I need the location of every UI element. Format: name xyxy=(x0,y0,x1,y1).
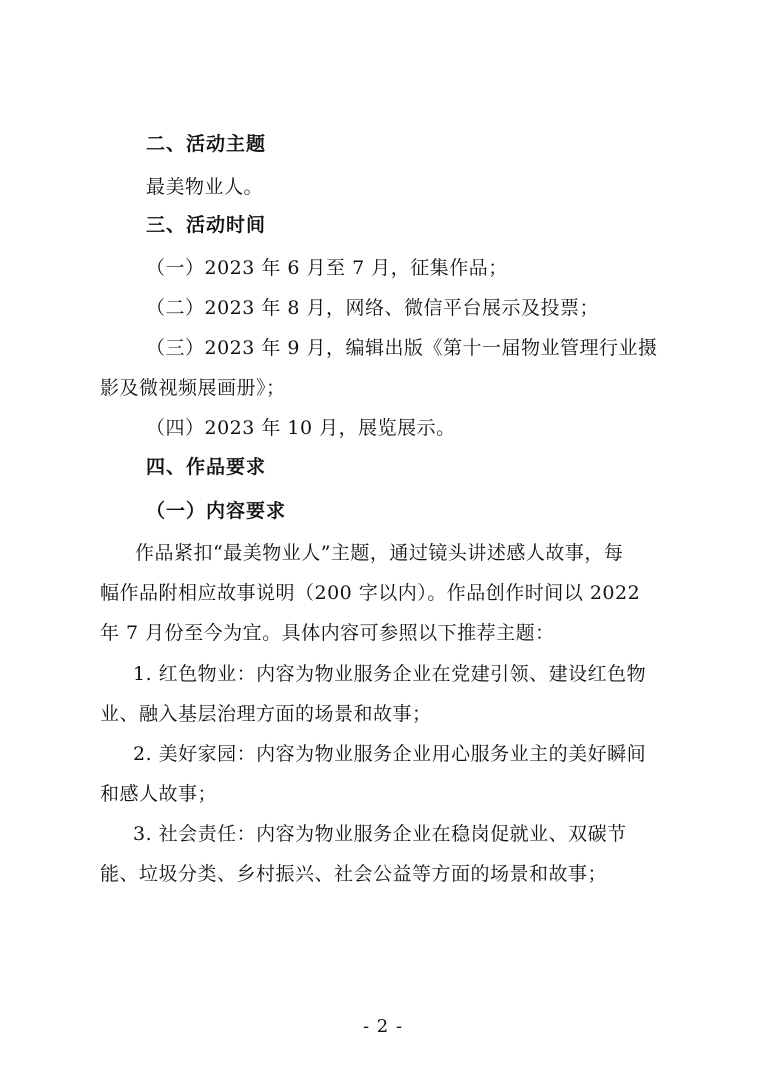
body-line: （三）2023 年 9 月，编辑出版《第十一届物业管理行业摄 xyxy=(146,337,658,359)
subsection-heading-content-requirements: （一）内容要求 xyxy=(146,500,287,522)
body-line: 和感人故事； xyxy=(100,783,218,805)
body-line: 能、垃圾分类、乡村振兴、社会公益等方面的场景和故事； xyxy=(100,863,608,885)
body-line: 业、融入基层治理方面的场景和故事； xyxy=(100,703,432,725)
body-line: （二）2023 年 8 月，网络、微信平台展示及投票； xyxy=(146,297,600,319)
body-line: （四）2023 年 10 月，展览展示。 xyxy=(146,417,456,439)
body-line: 年 7 月份至今为宜。具体内容可参照以下推荐主题： xyxy=(100,622,555,644)
list-item-red-property: 1. 红色物业：内容为物业服务企业在党建引领、建设红色物 xyxy=(133,663,647,685)
body-line: 作品紧扣“最美物业人”主题，通过镜头讲述感人故事，每 xyxy=(135,542,624,564)
body-line: 影及微视频展画册》； xyxy=(100,377,286,399)
page-number: - 2 - xyxy=(362,1016,404,1037)
body-line: 最美物业人。 xyxy=(146,176,264,198)
list-item-social-responsibility: 3. 社会责任：内容为物业服务企业在稳岗促就业、双碳节 xyxy=(133,823,627,845)
section-heading-work-requirements: 四、作品要求 xyxy=(146,456,267,478)
section-heading-activity-theme: 二、活动主题 xyxy=(146,133,267,155)
section-heading-activity-time: 三、活动时间 xyxy=(146,214,267,236)
list-item-beautiful-home: 2. 美好家园：内容为物业服务企业用心服务业主的美好瞬间 xyxy=(133,743,647,765)
body-line: 幅作品附相应故事说明（200 字以内）。作品创作时间以 2022 xyxy=(100,582,641,604)
body-line: （一）2023 年 6 月至 7 月，征集作品； xyxy=(146,257,508,279)
